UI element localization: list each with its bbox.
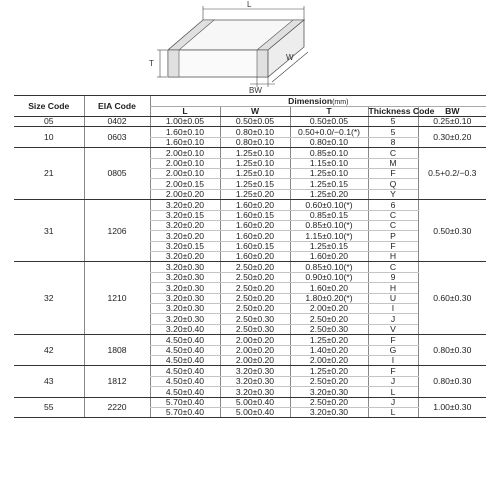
thickness-code-cell: F [368,168,418,178]
w-cell: 1.25±0.10 [220,148,290,158]
thickness-code-cell: M [368,158,418,168]
header-size-code: Size Code [14,96,84,117]
w-cell: 1.60±0.20 [220,252,290,262]
chip-front-face [168,50,268,77]
t-cell: 3.20±0.30 [290,407,368,417]
l-cell: 5.70±0.40 [150,407,220,417]
t-cell: 1.25±0.10 [290,168,368,178]
t-cell: 1.60±0.20 [290,252,368,262]
thickness-code-cell: H [368,283,418,293]
l-cell: 3.20±0.40 [150,324,220,334]
t-cell: 2.50±0.20 [290,376,368,386]
w-cell: 1.25±0.10 [220,158,290,168]
l-cell: 3.20±0.30 [150,293,220,303]
t-cell: 3.20±0.30 [290,387,368,397]
w-cell: 2.50±0.20 [220,304,290,314]
eia-code-cell: 1812 [84,366,150,397]
w-cell: 1.25±0.10 [220,168,290,178]
l-cell: 4.50±0.40 [150,345,220,355]
l-cell: 5.70±0.40 [150,397,220,407]
header-bw: BW [418,107,486,117]
bw-cell: 0.30±0.20 [418,127,486,148]
l-cell: 1.60±0.10 [150,127,220,137]
table-body [14,117,486,418]
l-cell: 3.20±0.20 [150,231,220,241]
header-thickness-code: Thickness Code [368,106,435,117]
t-cell: 0.80±0.10 [290,137,368,147]
l-cell: 3.20±0.30 [150,314,220,324]
l-cell: 3.20±0.15 [150,241,220,251]
thickness-code-cell: V [368,324,418,334]
thickness-code-cell: P [368,231,418,241]
w-cell: 1.60±0.20 [220,200,290,210]
thickness-code-cell: J [368,376,418,386]
t-cell: 1.25±0.20 [290,366,368,376]
t-cell: 2.50±0.30 [290,324,368,334]
size-code-cell: 42 [14,335,84,366]
thickness-code-cell: F [368,366,418,376]
table-row [14,200,486,210]
thickness-code-cell: C [368,210,418,220]
l-cell: 2.00±0.15 [150,179,220,189]
size-code-cell: 10 [14,127,84,148]
w-cell: 2.00±0.20 [220,345,290,355]
thickness-code-cell: 9 [368,272,418,282]
t-cell: 1.25±0.20 [290,189,368,199]
thickness-code-cell: 5 [368,127,418,137]
chip-dimension-diagram [0,0,500,95]
l-cell: 3.20±0.30 [150,283,220,293]
bw-cell: 0.5+0.2/−0.3 [418,148,486,200]
eia-code-cell: 0805 [84,148,150,200]
t-cell: 0.85±0.10 [290,148,368,158]
thickness-code-cell: C [368,220,418,230]
size-code-cell: 31 [14,200,84,262]
t-cell: 1.25±0.15 [290,179,368,189]
w-cell: 2.50±0.20 [220,262,290,272]
l-cell: 3.20±0.20 [150,252,220,262]
thickness-code-cell: C [368,262,418,272]
l-cell: 2.00±0.10 [150,148,220,158]
size-code-cell: 05 [14,117,84,127]
table-row [14,127,486,137]
thickness-code-cell: F [368,335,418,345]
label-l: L [247,0,252,9]
l-cell: 4.50±0.40 [150,376,220,386]
w-cell: 3.20±0.30 [220,366,290,376]
thickness-code-cell: F [368,241,418,251]
w-cell: 2.50±0.20 [220,293,290,303]
w-cell: 5.00±0.40 [220,397,290,407]
l-cell: 3.20±0.20 [150,220,220,230]
label-bw: BW [249,86,262,95]
thickness-code-cell: U [368,293,418,303]
w-cell: 2.00±0.20 [220,335,290,345]
t-cell: 2.00±0.20 [290,304,368,314]
l-cell: 3.20±0.30 [150,262,220,272]
w-cell: 5.00±0.40 [220,407,290,417]
t-cell: 1.15±0.10 [290,158,368,168]
thickness-code-cell: G [368,345,418,355]
l-cell: 2.00±0.10 [150,168,220,178]
t-cell: 2.00±0.20 [290,355,368,365]
t-cell: 2.50±0.20 [290,397,368,407]
l-cell: 4.50±0.40 [150,366,220,376]
w-cell: 1.60±0.15 [220,210,290,220]
thickness-code-cell: I [368,304,418,314]
label-t: T [149,59,154,68]
eia-code-cell: 1210 [84,262,150,335]
l-cell: 2.00±0.10 [150,158,220,168]
t-cell: 1.60±0.20 [290,283,368,293]
l-cell: 4.50±0.40 [150,335,220,345]
l-cell: 3.20±0.15 [150,210,220,220]
thickness-code-cell: Q [368,179,418,189]
dimension-spec-table [14,95,486,418]
header-l: L [150,107,220,117]
bw-cell: 1.00±0.30 [418,397,486,418]
table-row [14,262,486,272]
t-cell: 0.85±0.10(*) [290,262,368,272]
thickness-code-cell: I [368,355,418,365]
thickness-code-cell: L [368,407,418,417]
w-cell: 2.50±0.20 [220,283,290,293]
w-cell: 1.25±0.15 [220,179,290,189]
l-cell: 3.20±0.30 [150,272,220,282]
w-cell: 3.20±0.30 [220,387,290,397]
eia-code-cell: 1808 [84,335,150,366]
label-w: W [286,53,294,62]
header-dimension: Dimension(mm) [150,96,486,107]
t-cell: 2.50±0.20 [290,314,368,324]
l-cell: 1.00±0.05 [150,117,220,127]
eia-code-cell: 2220 [84,397,150,418]
w-cell: 3.20±0.30 [220,376,290,386]
w-cell: 2.00±0.20 [220,355,290,365]
table-row [14,335,486,345]
w-cell: 0.80±0.10 [220,137,290,147]
t-cell: 0.85±0.15 [290,210,368,220]
thickness-code-cell: Y [368,189,418,199]
t-cell: 1.80±0.20(*) [290,293,368,303]
w-cell: 0.80±0.10 [220,127,290,137]
size-code-cell: 43 [14,366,84,397]
t-cell: 0.90±0.10(*) [290,272,368,282]
l-cell: 4.50±0.40 [150,355,220,365]
table-row [14,117,486,127]
thickness-code-cell: 6 [368,200,418,210]
termination-right-front [257,50,268,77]
l-cell: 2.00±0.20 [150,189,220,199]
t-cell: 1.25±0.20 [290,335,368,345]
table-row [14,397,486,407]
bw-cell: 0.80±0.30 [418,335,486,366]
thickness-code-cell: J [368,314,418,324]
thickness-code-cell: 8 [368,137,418,147]
t-cell: 1.25±0.15 [290,241,368,251]
l-cell: 3.20±0.30 [150,304,220,314]
bw-cell: 0.80±0.30 [418,366,486,397]
w-cell: 2.50±0.30 [220,324,290,334]
w-cell: 2.50±0.20 [220,272,290,282]
l-cell: 3.20±0.20 [150,200,220,210]
thickness-code-cell: L [368,387,418,397]
l-cell: 4.50±0.40 [150,387,220,397]
bw-cell: 0.25±0.10 [418,117,486,127]
w-cell: 1.60±0.20 [220,220,290,230]
size-code-cell: 32 [14,262,84,335]
eia-code-cell: 0603 [84,127,150,148]
termination-left-front [168,50,179,77]
w-cell: 1.60±0.15 [220,241,290,251]
eia-code-cell: 0402 [84,117,150,127]
t-cell: 0.50±0.05 [290,117,368,127]
thickness-code-cell: H [368,252,418,262]
l-cell: 1.60±0.10 [150,137,220,147]
w-cell: 1.60±0.20 [220,231,290,241]
thickness-code-cell: J [368,397,418,407]
header-w: W [220,107,290,117]
w-cell: 1.25±0.20 [220,189,290,199]
t-cell: 0.60±0.10(*) [290,200,368,210]
header-t: T [290,107,368,117]
table-row [14,148,486,158]
bw-cell: 0.60±0.30 [418,262,486,335]
t-cell: 1.40±0.20 [290,345,368,355]
w-cell: 0.50±0.05 [220,117,290,127]
thickness-code-cell: 5 [368,117,418,127]
t-cell: 0.85±0.10(*) [290,220,368,230]
bw-cell: 0.50±0.30 [418,200,486,262]
t-cell: 0.50+0.0/−0.1(*) [290,127,368,137]
eia-code-cell: 1206 [84,200,150,262]
table-row [14,366,486,376]
header-eia-code: EIA Code [84,96,150,117]
thickness-code-cell: C [368,148,418,158]
w-cell: 2.50±0.30 [220,314,290,324]
size-code-cell: 55 [14,397,84,418]
size-code-cell: 21 [14,148,84,200]
t-cell: 1.15±0.10(*) [290,231,368,241]
